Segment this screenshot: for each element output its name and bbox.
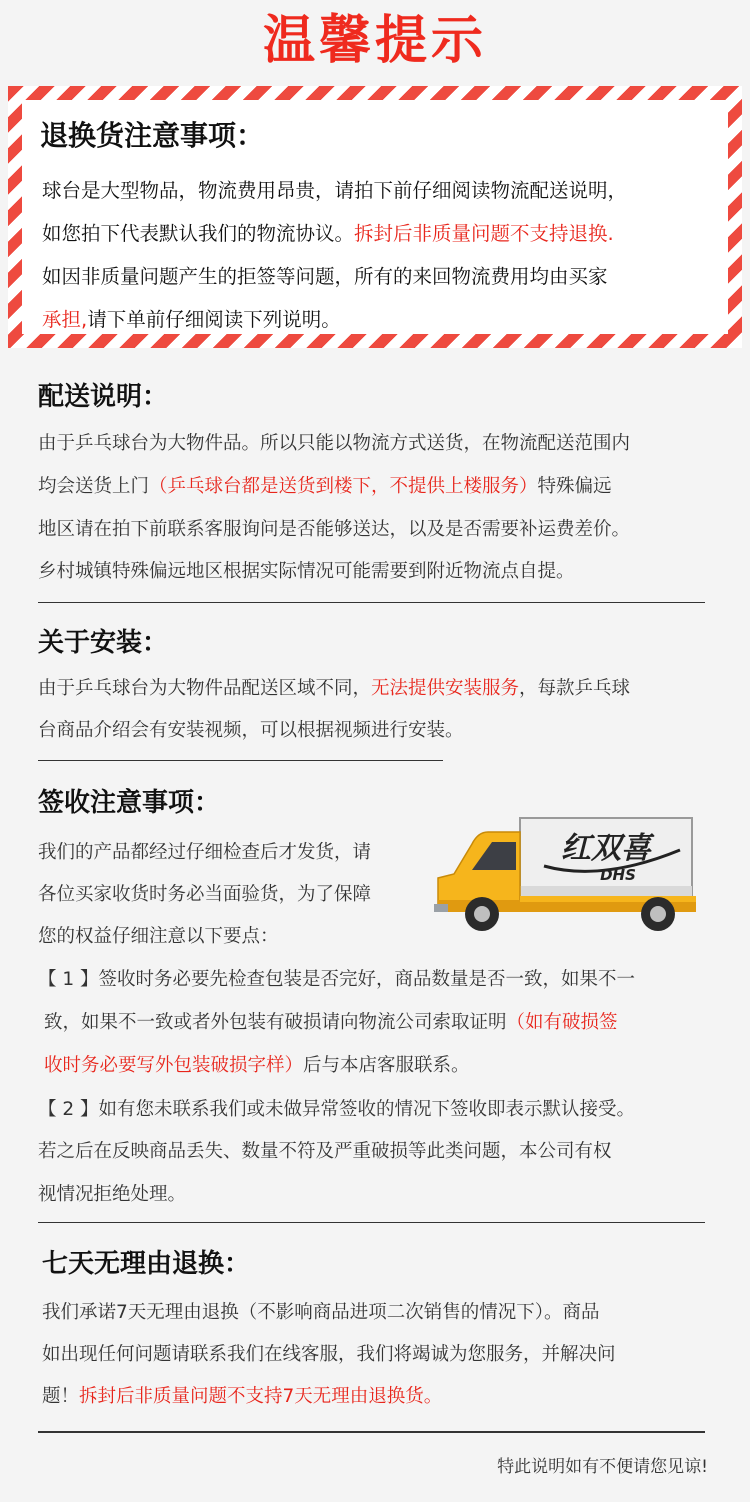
signing-item-2-line-3: 视情况拒绝处理。 (38, 1184, 187, 1205)
returns-line-3-text: 题！ (42, 1386, 80, 1407)
delivery-line-2-text: 均会送货上门 (38, 476, 150, 497)
notice-line-4-warning: 承担, (42, 308, 88, 331)
delivery-line-3: 地区请在拍下前联系客服询问是否能够送达，以及是否需要补运费差价。 (38, 519, 631, 540)
divider-1 (38, 602, 705, 603)
returns-line-3 (42, 1382, 442, 1408)
signing-item-1-line-2-text: 致，如果不一致或者外包装有破损请向物流公司索取证明 (44, 1012, 507, 1033)
signing-intro-1: 我们的产品都经过仔细检查后才发货，请 (38, 842, 372, 863)
truck-logo-sub: DHS (600, 866, 636, 884)
signing-item-1-line-3-warning: 收时务必要写外包装破损字样） (44, 1055, 304, 1076)
notice-line-2-text: 如您拍下代表默认我们的物流协议。 (42, 222, 355, 245)
install-line-1-warning: 无法提供安装服务 (371, 678, 520, 699)
notice-line-1: 球台是大型物品，物流费用昂贵，请拍下前仔细阅读物流配送说明， (42, 179, 628, 202)
returns-line-3-warning: 拆封后非质量问题不支持7天无理由退换货。 (79, 1386, 443, 1407)
install-heading: 关于安装： (38, 628, 169, 658)
divider-4 (38, 1431, 705, 1433)
truck-logo-text: 红双喜 (561, 831, 651, 866)
signing-item-1-line-2-warning: （如有破损签 (506, 1012, 618, 1033)
delivery-line-2-tail: 特殊偏远 (537, 476, 612, 497)
notice-line-4 (42, 304, 341, 332)
delivery-truck-illustration (432, 808, 704, 942)
delivery-line-4: 乡村城镇特殊偏远地区根据实际情况可能需要到附近物流点自提。 (38, 561, 575, 582)
install-line-2: 台商品介绍会有安装视频，可以根据视频进行安装。 (38, 720, 464, 741)
notice-inner (22, 100, 728, 334)
notice-line-3: 如因非质量问题产生的拒签等问题，所有的来回物流费用均由买家 (42, 265, 608, 288)
notice-line-2-warning: 拆封后非质量问题不支持退换. (354, 222, 614, 245)
install-line-1 (38, 674, 630, 700)
signing-item-1-line-3 (44, 1051, 470, 1077)
delivery-line-2-warning: （乒乓球台都是送货到楼下，不提供上楼服务） (149, 476, 538, 497)
notice-box (8, 86, 742, 348)
delivery-line-1: 由于乒乓球台为大物件品。所以只能以物流方式送货，在物流配送范围内 (38, 433, 631, 454)
signing-item-1-line-1: 【 1 】签收时务必要先检查包装是否完好，商品数量是否一致，如果不一 (38, 969, 636, 990)
signing-item-1-line-2 (44, 1008, 618, 1034)
divider-2 (38, 760, 443, 761)
signing-item-1-line-3-text: 后与本店客服联系。 (303, 1055, 470, 1076)
notice-heading: 退换货注意事项： (40, 119, 265, 152)
returns-heading: 七天无理由退换： (42, 1249, 251, 1279)
delivery-line-2 (38, 472, 612, 498)
signing-intro-2: 各位买家收货时务必当面验货，为了保障 (38, 884, 372, 905)
page-title: 温馨提示 (262, 11, 487, 71)
signing-intro-3: 您的权益仔细注意以下要点： (38, 926, 279, 947)
footer-note: 特此说明如有不便请您见谅! (497, 1457, 708, 1477)
signing-item-2-line-2: 若之后在反映商品丢失、数量不符及严重破损等此类问题，本公司有权 (38, 1141, 612, 1162)
signing-heading: 签收注意事项： (38, 788, 221, 818)
signing-item-2-line-1: 【 2 】如有您未联系我们或未做异常签收的情况下签收即表示默认接受。 (38, 1099, 636, 1120)
delivery-heading: 配送说明： (38, 382, 169, 412)
notice-line-4-text: 请下单前仔细阅读下列说明。 (87, 308, 341, 331)
returns-line-2: 如出现任何问题请联系我们在线客服，我们将竭诚为您服务，并解决问 (42, 1344, 616, 1365)
notice-line-2 (42, 218, 614, 246)
install-line-1-text: 由于乒乓球台为大物件品配送区域不同， (38, 678, 372, 699)
returns-line-1: 我们承诺7天无理由退换（不影响商品进项二次销售的情况下）。商品 (42, 1302, 600, 1323)
install-line-1-tail: ，每款乒乓球 (519, 678, 631, 699)
divider-3 (38, 1222, 705, 1223)
